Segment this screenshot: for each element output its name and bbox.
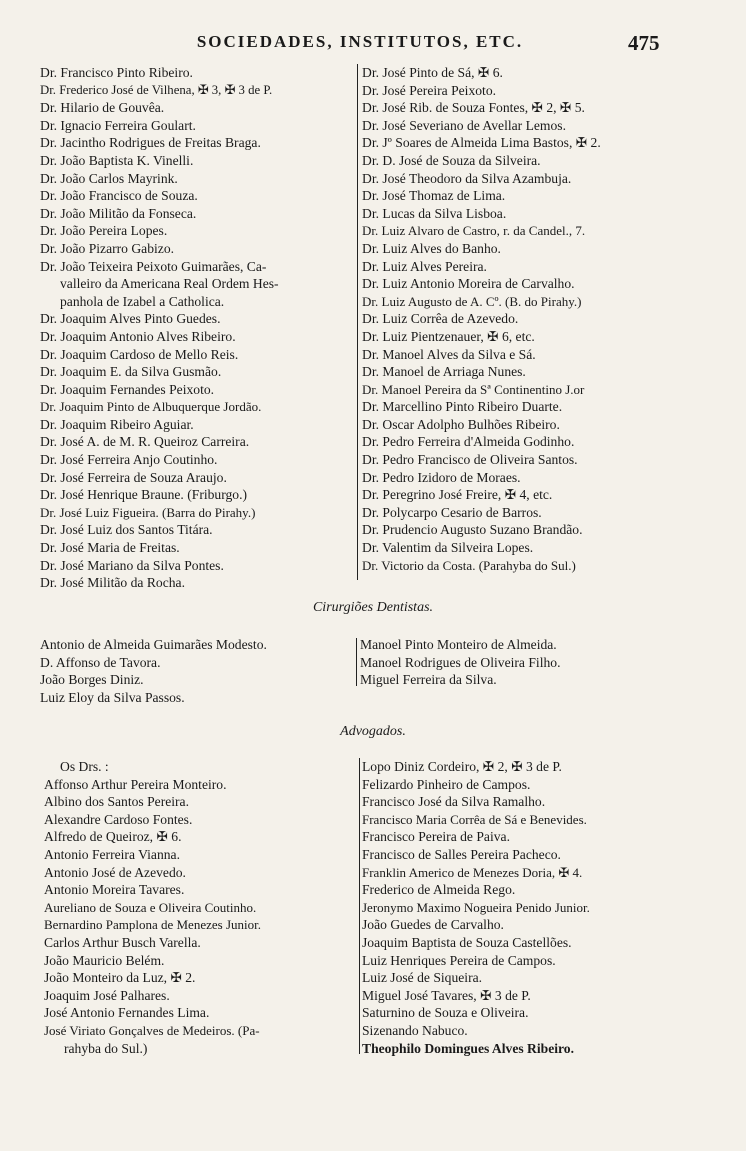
list-item: Dr. Manoel de Arriaga Nunes.: [362, 364, 526, 380]
list-item: Dr. Joaquim Pinto de Albuquerque Jordão.: [40, 399, 262, 415]
list-item: João Mauricio Belém.: [44, 952, 165, 968]
list-item: Dr. José Luiz Figueira. (Barra do Pirahy.): [40, 504, 256, 520]
list-item: Dr. José Henrique Braune. (Friburgo.): [40, 487, 248, 503]
list-item: Antonio José de Azevedo.: [44, 864, 186, 880]
list-item: Jeronymo Maximo Nogueira Penido Junior.: [362, 899, 590, 915]
list-item: Dr. Lucas da Silva Lisboa.: [362, 205, 507, 221]
list-item: Dr. Oscar Adolpho Bulhões Ribeiro.: [362, 416, 560, 432]
list-item: Luiz José de Siqueira.: [362, 970, 483, 986]
list-item: Dr. Joaquim Ribeiro Aguiar.: [40, 416, 194, 432]
list-item: Dr. Joaquim Alves Pinto Guedes.: [40, 311, 221, 327]
list-item: Dr. João Carlos Mayrink.: [40, 170, 178, 186]
medicos-left-column: [40, 64, 352, 592]
list-item: Miguel Ferreira da Silva.: [360, 672, 497, 688]
list-item: Dr. Ignacio Ferreira Goulart.: [40, 117, 196, 133]
list-item: Affonso Arthur Pereira Monteiro.: [44, 776, 227, 792]
list-item: Joaquim Baptista de Souza Castellões.: [362, 934, 572, 950]
list-item: Dr. Valentim da Silveira Lopes.: [362, 540, 534, 556]
list-item: Frederico de Almeida Rego.: [362, 882, 516, 898]
list-item: Dr. Jº Soares de Almeida Lima Bastos, ✠ 2.: [362, 135, 601, 151]
list-item: Dr. Manoel Pereira da Sª Continentino J.or: [362, 381, 585, 397]
list-item: Dr. Luiz Corrêa de Azevedo.: [362, 311, 519, 327]
list-item: Dr. José Pinto de Sá, ✠ 6.: [362, 65, 503, 80]
list-item: Saturnino de Souza e Oliveira.: [362, 1005, 529, 1021]
list-item: Dr. Manoel Alves da Silva e Sá.: [362, 346, 536, 362]
list-item: Manoel Rodrigues de Oliveira Filho.: [360, 654, 561, 670]
list-item: Dr. José Ferreira Anjo Coutinho.: [40, 452, 218, 468]
list-item: Joaquim José Palhares.: [44, 987, 170, 1003]
list-item: Miguel José Tavares, ✠ 3 de P.: [362, 987, 531, 1003]
list-item: Dr. Pedro Izidoro de Moraes.: [362, 469, 521, 485]
list-item: Dr. Luiz Alves Pereira.: [362, 258, 487, 274]
list-item: Dr. Francisco Pinto Ribeiro.: [40, 65, 193, 80]
list-item: Dr. Luiz Alvaro de Castro, r. da Candel., 7.: [362, 223, 586, 239]
list-item: Albino dos Santos Pereira.: [44, 794, 189, 810]
list-item: panhola de Izabel a Catholica.: [60, 293, 225, 309]
list-item: Carlos Arthur Busch Varella.: [44, 934, 201, 950]
list-item: Dr. Polycarpo Cesario de Barros.: [362, 504, 542, 520]
list-item: José Antonio Fernandes Lima.: [44, 1005, 210, 1021]
list-item: Dr. João Francisco de Souza.: [40, 188, 198, 204]
list-item: Dr. José Luiz dos Santos Titára.: [40, 522, 213, 538]
list-item: Dr. José A. de M. R. Queiroz Carreira.: [40, 434, 250, 450]
list-item: Theophilo Domingues Alves Ribeiro.: [362, 1040, 574, 1056]
list-item: Francisco Pereira de Paiva.: [362, 829, 510, 845]
list-item: Dr. Luiz Augusto de A. Cº. (B. do Pirahy.): [362, 293, 582, 309]
list-item: Sizenando Nabuco.: [362, 1022, 468, 1038]
list-item: rahyba do Sul.): [64, 1040, 148, 1056]
advogados-intro: Os Drs. :: [60, 759, 109, 774]
list-item: Alexandre Cardoso Fontes.: [44, 811, 193, 827]
list-item: Dr. Victorio da Costa. (Parahyba do Sul.): [362, 557, 576, 573]
list-item: Dr. João Pereira Lopes.: [40, 223, 168, 239]
list-item: Felizardo Pinheiro de Campos.: [362, 776, 531, 792]
list-item: Dr. D. José de Souza da Silveira.: [362, 152, 541, 168]
list-item: Dr. Joaquim Fernandes Peixoto.: [40, 381, 215, 397]
list-item: Dr. José Thomaz de Lima.: [362, 188, 506, 204]
list-item: Dr. Luiz Pientzenauer, ✠ 6, etc.: [362, 328, 535, 344]
list-item: Lopo Diniz Cordeiro, ✠ 2, ✠ 3 de P.: [362, 759, 562, 774]
list-item: Bernardino Pamplona de Menezes Junior.: [44, 917, 261, 933]
list-item: Dr. José Militão da Rocha.: [40, 575, 185, 591]
section-title-dentistas: Cirurgiões Dentistas.: [312, 600, 434, 615]
list-item: Dr. Joaquim E. da Silva Gusmão.: [40, 364, 222, 380]
advogados-right-column: [362, 758, 707, 1057]
page-number: 475: [628, 31, 660, 55]
medicos-right-column: [362, 64, 707, 574]
list-item: João Guedes de Carvalho.: [362, 917, 504, 933]
list-item: Dr. João Baptista K. Vinelli.: [40, 152, 194, 168]
list-item: Dr. José Ferreira de Souza Araujo.: [40, 469, 227, 485]
list-item: Dr. José Pereira Peixoto.: [362, 82, 497, 98]
list-item: Dr. Frederico José de Vilhena, ✠ 3, ✠ 3 de P.: [40, 82, 273, 97]
section-title-advogados: Advogados.: [340, 724, 406, 739]
list-item: João Borges Diniz.: [40, 672, 144, 688]
list-item: Alfredo de Queiroz, ✠ 6.: [44, 829, 182, 845]
list-item: Manoel Pinto Monteiro de Almeida.: [360, 637, 557, 652]
list-item: João Monteiro da Luz, ✠ 2.: [44, 970, 196, 986]
list-item: Dr. Peregrino José Freire, ✠ 4, etc.: [362, 487, 553, 503]
list-item: Dr. José Theodoro da Silva Azambuja.: [362, 170, 572, 186]
list-item: Dr. João Pizarro Gabizo.: [40, 240, 175, 256]
list-item: Luiz Henriques Pereira de Campos.: [362, 952, 556, 968]
list-item: Dr. José Severiano de Avellar Lemos.: [362, 117, 566, 133]
column-divider: [357, 64, 358, 580]
list-item: Dr. Marcellino Pinto Ribeiro Duarte.: [362, 399, 563, 415]
list-item: Dr. Hilario de Gouvêa.: [40, 100, 165, 116]
list-item: Dr. José Maria de Freitas.: [40, 540, 180, 556]
list-item: Luiz Eloy da Silva Passos.: [40, 689, 185, 705]
list-item: Dr. Jacintho Rodrigues de Freitas Braga.: [40, 135, 261, 151]
list-item: valleiro da Americana Real Ordem Hes-: [60, 276, 279, 292]
list-item: Antonio de Almeida Guimarães Modesto.: [40, 637, 267, 652]
list-item: José Viriato Gonçalves de Medeiros. (Pa-: [44, 1022, 260, 1038]
list-item: Dr. João Militão da Fonseca.: [40, 205, 197, 221]
list-item: Dr. Joaquim Cardoso de Mello Reis.: [40, 346, 239, 362]
list-item: Francisco José da Silva Ramalho.: [362, 794, 546, 810]
advogados-left-column: [44, 758, 354, 1057]
dentistas-right-column: [360, 636, 690, 689]
list-item: Dr. João Teixeira Peixoto Guimarães, Ca-: [40, 258, 267, 274]
list-item: Dr. Pedro Ferreira d'Almeida Godinho.: [362, 434, 575, 450]
running-head: SOCIEDADES, INSTITUTOS, ETC.: [196, 32, 524, 51]
list-item: Francisco de Salles Pereira Pacheco.: [362, 846, 561, 862]
list-item: D. Affonso de Tavora.: [40, 654, 161, 670]
list-item: Dr. José Rib. de Souza Fontes, ✠ 2, ✠ 5.: [362, 100, 585, 116]
list-item: Aureliano de Souza e Oliveira Coutinho.: [44, 899, 257, 915]
list-item: Dr. Luiz Alves do Banho.: [362, 240, 501, 256]
list-item: Dr. Prudencio Augusto Suzano Brandão.: [362, 522, 583, 538]
list-item: Antonio Moreira Tavares.: [44, 882, 185, 898]
list-item: Dr. Joaquim Antonio Alves Ribeiro.: [40, 328, 236, 344]
dentistas-left-column: [40, 636, 350, 706]
list-item: Franklin Americo de Menezes Doria, ✠ 4.: [362, 864, 583, 880]
column-divider: [359, 758, 360, 1054]
list-item: Dr. José Mariano da Silva Pontes.: [40, 557, 224, 573]
list-item: Francisco Maria Corrêa de Sá e Benevides.: [362, 811, 587, 827]
list-item: Dr. Luiz Antonio Moreira de Carvalho.: [362, 276, 575, 292]
list-item: Antonio Ferreira Vianna.: [44, 846, 180, 862]
list-item: Dr. Pedro Francisco de Oliveira Santos.: [362, 452, 578, 468]
column-divider: [356, 638, 357, 686]
